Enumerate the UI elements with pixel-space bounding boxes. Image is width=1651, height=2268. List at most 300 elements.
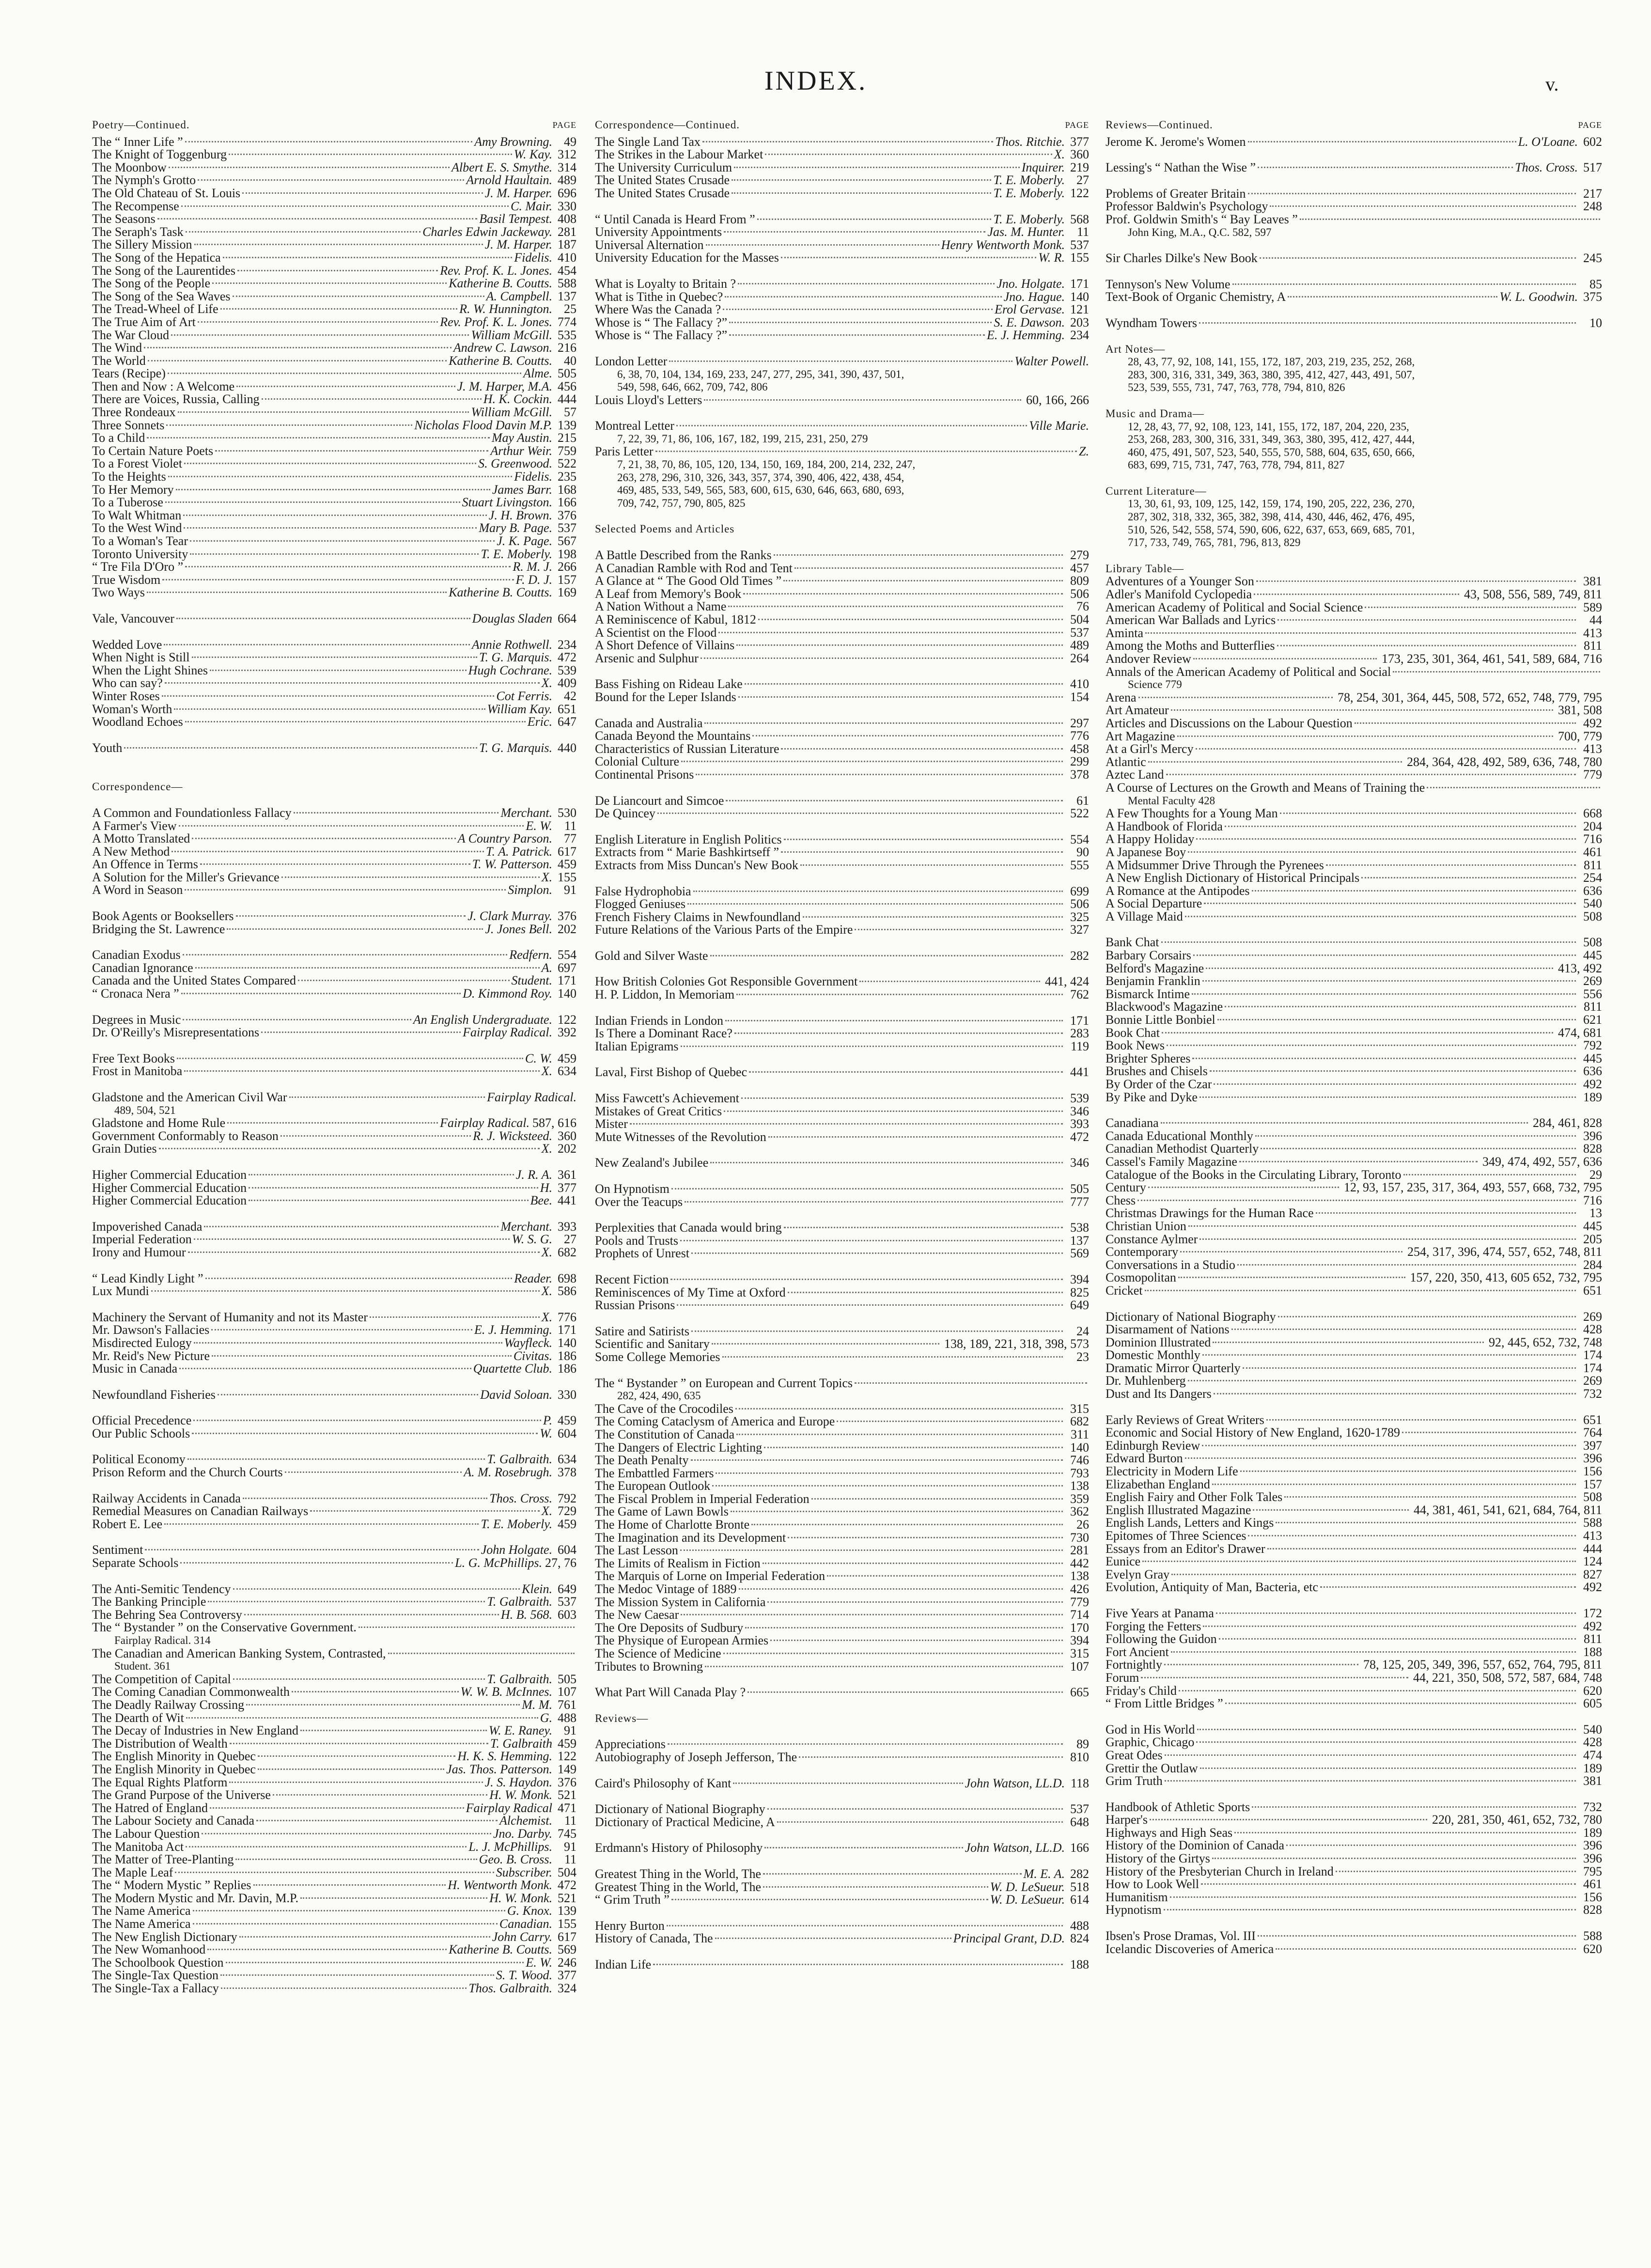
- dot-leader: [757, 219, 992, 220]
- dot-leader: [1232, 283, 1576, 285]
- dot-leader: [1234, 1832, 1576, 1833]
- entry-page: 811: [1583, 1632, 1602, 1646]
- column-header: [595, 119, 1089, 132]
- entry-page: 269: [1583, 1374, 1602, 1388]
- spacer: [1106, 1788, 1602, 1801]
- page-column-label: PAGE: [1065, 120, 1089, 130]
- entry-title: To a Woman's Tear: [92, 535, 188, 548]
- dot-leader: [1166, 774, 1576, 775]
- entry-page: 362: [1070, 1504, 1089, 1519]
- entry-page: 377: [558, 1180, 576, 1195]
- entry-page: 461: [1583, 1877, 1602, 1892]
- index-entry: [92, 1505, 576, 1518]
- entry-title: The Recompense: [92, 200, 179, 213]
- entry-page: 376: [558, 1775, 576, 1789]
- dot-leader: [691, 1459, 1063, 1461]
- section-heading: Current Literature—: [1106, 485, 1207, 497]
- dot-leader: [1141, 1677, 1408, 1678]
- spacer: [92, 1479, 576, 1492]
- entry-title: Arena: [1106, 691, 1137, 704]
- entry-page: 621: [1583, 1013, 1602, 1027]
- spacer: [595, 1053, 1089, 1066]
- index-entry: [92, 548, 576, 561]
- dot-leader: [783, 580, 1063, 581]
- spacer: [92, 1401, 576, 1414]
- entry-title: The Old Chateau of St. Louis: [92, 187, 241, 200]
- dot-leader: [220, 308, 457, 310]
- index-entry: [92, 974, 576, 987]
- index-entry: [92, 251, 576, 265]
- entry-page: 219: [1070, 160, 1089, 174]
- dot-leader: [681, 1046, 1063, 1047]
- dot-leader: [236, 386, 455, 387]
- dot-leader: [165, 501, 460, 503]
- index-entry: [1106, 1491, 1602, 1504]
- index-continuation: 13, 30, 61, 93, 109, 125, 142, 159, 174, 190, 205, 222, 236, 270,: [1128, 498, 1415, 510]
- dot-leader: [185, 721, 526, 722]
- entry-title: Who can say?: [92, 677, 163, 690]
- entry-page: 568: [1070, 212, 1089, 226]
- entry-title: Montreal Letter: [595, 420, 674, 433]
- index-entry: [92, 200, 576, 213]
- entry-page: 170: [1070, 1620, 1089, 1635]
- index-entry: [92, 845, 576, 859]
- entry-author: E. J. Hemming.: [986, 328, 1065, 343]
- entry-title: Tributes to Browning: [595, 1660, 703, 1674]
- dot-leader: [186, 1717, 538, 1719]
- entry-author: A.: [541, 960, 552, 975]
- entry-title: The Song of the Sea Waves: [92, 290, 231, 303]
- entry-page: 604: [558, 1543, 576, 1557]
- index-entry: [92, 1737, 576, 1751]
- index-entry: [595, 859, 1089, 872]
- index-entry: [92, 1311, 576, 1324]
- entry-page: 311: [1070, 1427, 1089, 1441]
- entry-author: T. Galbraith.: [487, 1452, 552, 1467]
- entry-title: Continental Prisons: [595, 768, 694, 782]
- entry-author: M. E. A.: [1023, 1866, 1065, 1881]
- entry-page: 254: [1583, 871, 1602, 885]
- entry-author: X.: [541, 676, 552, 690]
- entry-page: 408: [558, 212, 576, 226]
- dot-leader: [192, 1433, 538, 1434]
- dot-leader: [718, 632, 1063, 633]
- entry-page: 11: [564, 818, 576, 833]
- index-continuation: 489, 504, 521: [114, 1104, 176, 1116]
- entry-title: Separate Schools: [92, 1557, 179, 1570]
- dot-leader: [768, 1136, 1063, 1138]
- index-continuation: Science 779: [1128, 678, 1182, 691]
- entry-title: The New Caesar: [595, 1609, 679, 1622]
- entry-page: 314: [558, 160, 576, 174]
- dot-leader: [1256, 580, 1576, 582]
- index-entry: [595, 213, 1089, 226]
- entry-title: A Canadian Ramble with Rod and Tent: [595, 562, 793, 575]
- spacer: [92, 1259, 576, 1272]
- dot-leader: [803, 916, 1063, 918]
- index-entry: [595, 1066, 1089, 1079]
- spacer: [92, 1531, 576, 1544]
- dot-leader: [1165, 1754, 1576, 1756]
- entry-page: 828: [1583, 1903, 1602, 1917]
- dot-leader: [710, 1162, 1063, 1163]
- dot-leader: [147, 592, 447, 593]
- index-entry: [92, 329, 576, 342]
- index-entry: [595, 226, 1089, 239]
- entry-title: Two Ways: [92, 586, 145, 599]
- dot-leader: [748, 1691, 1063, 1693]
- dot-leader: [200, 863, 470, 865]
- entry-page: 471: [558, 1800, 576, 1815]
- index-entry: [595, 691, 1089, 704]
- dot-leader: [1196, 748, 1576, 750]
- index-entry: [92, 1065, 576, 1078]
- dot-leader: [1161, 941, 1576, 943]
- entry-author: John Holgate.: [481, 1543, 552, 1557]
- dot-leader: [1365, 607, 1576, 608]
- index-entry: [1106, 820, 1602, 833]
- entry-author: X.: [541, 870, 552, 884]
- index-entry: [595, 1428, 1089, 1441]
- index-continuation: 282, 424, 490, 635: [617, 1390, 701, 1402]
- index-entry: [1106, 1194, 1602, 1207]
- entry-author: W. E. Raney.: [488, 1723, 552, 1738]
- entry-page: 173, 235, 301, 364, 461, 541, 589, 684, 716: [1382, 652, 1602, 666]
- index-entry: [1106, 1943, 1602, 1956]
- entry-title: “ Tre Fila D'Oro ”: [92, 561, 184, 574]
- dot-leader: [1188, 851, 1576, 853]
- index-entry: [92, 509, 576, 522]
- index-entry: [92, 1052, 576, 1065]
- dot-leader: [667, 1925, 1063, 1926]
- dot-leader: [233, 1588, 520, 1590]
- entry-title: To a Child: [92, 432, 145, 445]
- dot-leader: [655, 451, 1077, 452]
- dot-leader: [227, 928, 483, 930]
- dot-leader: [244, 1614, 499, 1615]
- dot-leader: [211, 1329, 472, 1330]
- spacer: [595, 1001, 1089, 1015]
- entry-title: Graphic, Chicago: [1106, 1736, 1195, 1749]
- index-entry: [92, 1233, 576, 1246]
- entry-title: London Letter: [595, 355, 668, 368]
- spacer: [1106, 330, 1602, 343]
- entry-title: There are Voices, Russia, Calling: [92, 393, 260, 407]
- index-entry: [1106, 1568, 1602, 1581]
- index-entry: [595, 911, 1089, 924]
- entry-title: A Japanese Boy: [1106, 845, 1186, 859]
- index-entry: [1106, 807, 1602, 820]
- entry-title: Greatest Thing in the World, The: [595, 1867, 762, 1881]
- entry-title: American Academy of Political and Social Science: [1106, 601, 1363, 614]
- entry-author: Jno. Holgate.: [997, 276, 1065, 291]
- index-entry: [595, 1131, 1089, 1144]
- entry-title: Free Text Books: [92, 1052, 175, 1065]
- entry-author: T. A. Patrick.: [486, 844, 552, 859]
- entry-page: 269: [1583, 974, 1602, 988]
- entry-title: Over the Teacups: [595, 1195, 683, 1209]
- index-entry: [1106, 1672, 1602, 1685]
- entry-title: The Labour Question: [92, 1827, 200, 1841]
- entry-page: 682: [558, 1245, 576, 1259]
- entry-page: 188: [1070, 1957, 1089, 1971]
- dot-leader: [767, 1601, 1063, 1603]
- entry-author: W. S. G.: [512, 1232, 552, 1247]
- entry-page: 617: [558, 1929, 576, 1944]
- dot-leader: [1138, 697, 1333, 698]
- dot-leader: [781, 851, 1063, 853]
- entry-page: 535: [558, 328, 576, 342]
- entry-title: On Hypnotism: [595, 1183, 670, 1196]
- entry-title: The Constitution of Canada: [595, 1428, 735, 1441]
- dot-leader: [1202, 1354, 1576, 1356]
- dot-leader: [696, 774, 1063, 775]
- entry-title: Scientific and Sanitary: [595, 1338, 710, 1351]
- dot-leader: [208, 1601, 485, 1602]
- spacer: [92, 1298, 576, 1311]
- index-entry: [595, 1622, 1089, 1635]
- index-entry: [1106, 885, 1602, 898]
- index-entry: [92, 1285, 576, 1298]
- dot-leader: [1199, 1238, 1576, 1240]
- entry-page: 537: [558, 1595, 576, 1609]
- index-entry: [1106, 1891, 1602, 1904]
- entry-page: 168: [558, 482, 576, 497]
- dot-leader: [1403, 1174, 1576, 1175]
- entry-author: Klein.: [522, 1581, 552, 1596]
- dot-leader: [212, 1355, 512, 1357]
- entry-title: New Zealand's Jubilee: [595, 1157, 709, 1170]
- entry-title: The University Curriculum: [595, 161, 732, 174]
- dot-leader: [198, 321, 438, 323]
- entry-page: 508: [1583, 935, 1602, 950]
- column-header-label: Reviews—Continued.: [1106, 119, 1213, 131]
- entry-title: The Modern Mystic and Mr. Davin, M.P.: [92, 1892, 299, 1905]
- entry-page: 716: [1583, 1193, 1602, 1207]
- index-entry: [595, 1842, 1089, 1855]
- index-entry: [595, 1092, 1089, 1105]
- dot-leader: [1164, 1909, 1576, 1910]
- index-entry: [595, 445, 1089, 458]
- dot-leader: [859, 981, 1040, 982]
- entry-title: Government Conformably to Reason: [92, 1129, 279, 1143]
- entry-page: 138: [1070, 1479, 1089, 1493]
- index-continuation: 717, 733, 749, 765, 781, 796, 813, 829: [1128, 536, 1301, 549]
- dot-leader: [159, 1148, 540, 1149]
- entry-author: Mary B. Page.: [479, 521, 552, 535]
- entry-author: J. R. A.: [515, 1167, 552, 1182]
- entry-page: 235: [558, 469, 576, 484]
- entry-author: Subscriber.: [496, 1865, 552, 1879]
- dot-leader: [1280, 813, 1576, 814]
- entry-title: When Night is Still: [92, 651, 190, 664]
- entry-title: Toronto University: [92, 547, 188, 561]
- entry-page: 92, 445, 652, 732, 748: [1489, 1335, 1602, 1349]
- index-entry: [1106, 1117, 1602, 1130]
- entry-title: A Midsummer Drive Through the Pyrenees: [1106, 859, 1324, 872]
- entry-title: A Scientist on the Flood: [595, 626, 717, 640]
- spacer: [595, 1260, 1089, 1273]
- entry-title: The Tread-Wheel of Life: [92, 303, 218, 316]
- index-entry: [1106, 859, 1602, 872]
- dot-leader: [745, 683, 1063, 685]
- entry-page: 254, 317, 396, 474, 557, 652, 748, 811: [1407, 1245, 1602, 1259]
- dot-leader: [204, 1226, 498, 1227]
- entry-title: The United States Crusade: [595, 187, 730, 200]
- entry-page: 396: [1583, 1451, 1602, 1466]
- entry-page: 474: [1583, 1748, 1602, 1762]
- index-entry: [1106, 1775, 1602, 1788]
- dot-leader: [162, 579, 514, 580]
- entry-author: Quartette Club.: [473, 1361, 552, 1376]
- dot-leader: [1214, 1083, 1576, 1085]
- index-entry: [1106, 1827, 1602, 1840]
- entry-page: 281: [1070, 1543, 1089, 1558]
- entry-title: The Song of the Hepatica: [92, 251, 221, 265]
- entry-title: Music in Canada: [92, 1362, 178, 1376]
- entry-title: Lessing's “ Nathan the Wise ”: [1106, 161, 1256, 174]
- entry-title: The “ Bystander ” on European and Current Topics: [595, 1376, 853, 1390]
- dot-leader: [712, 1343, 939, 1345]
- dot-leader: [794, 567, 1063, 569]
- entry-author: T. W. Patterson.: [472, 857, 552, 872]
- dot-leader: [1225, 1006, 1576, 1007]
- index-entry: [92, 1014, 576, 1027]
- dot-leader: [233, 1678, 485, 1680]
- entry-title: Chess: [1106, 1194, 1136, 1207]
- entry-title: How British Colonies Got Responsible Government: [595, 975, 858, 989]
- dot-leader: [229, 154, 512, 155]
- entry-author: Katherine B. Coutts.: [449, 1942, 552, 1957]
- entry-title: Dust and Its Dangers: [1106, 1388, 1212, 1401]
- dot-leader: [1137, 1200, 1576, 1201]
- spacer: [595, 1945, 1089, 1958]
- dot-leader: [1248, 141, 1516, 142]
- entry-page: 620: [1583, 1683, 1602, 1698]
- dot-leader: [1202, 980, 1576, 982]
- entry-author: T. E. Moberly.: [993, 212, 1065, 226]
- dot-leader: [171, 851, 484, 852]
- entry-title: Belford's Magazine: [1106, 962, 1204, 975]
- entry-title: The Limits of Realism in Fiction: [595, 1557, 761, 1570]
- entry-author: W. Kay.: [514, 147, 552, 162]
- entry-page: 378: [1070, 767, 1089, 782]
- entry-title: Grettir the Outlaw: [1106, 1762, 1198, 1775]
- entry-page: 189: [1583, 1761, 1602, 1775]
- index-entry: [595, 1235, 1089, 1248]
- section-heading: Music and Drama—: [1106, 407, 1204, 420]
- entry-page: 169: [558, 585, 576, 600]
- entry-page: 810: [1070, 1750, 1089, 1764]
- index-entry: [595, 562, 1089, 575]
- entry-title: Great Odes: [1106, 1749, 1163, 1762]
- index-entry: [92, 949, 576, 962]
- dot-leader: [1171, 709, 1553, 711]
- spacer: [595, 1699, 1089, 1712]
- entry-author: Albert E. S. Smythe.: [452, 160, 552, 174]
- entry-author: Merchant.: [500, 805, 552, 820]
- entry-title: English Fairy and Other Folk Tales: [1106, 1491, 1283, 1504]
- spacer: [595, 782, 1089, 795]
- dot-leader: [855, 929, 1063, 930]
- entry-page: 315: [1070, 1401, 1089, 1416]
- index-entry: [92, 1621, 576, 1634]
- dot-leader: [202, 1833, 491, 1834]
- entry-page: 376: [558, 909, 576, 923]
- index-entry: [595, 1480, 1089, 1493]
- entry-page: 40: [564, 353, 576, 368]
- index-entry: [1106, 1555, 1602, 1568]
- index-entry: [92, 1892, 576, 1905]
- entry-page: 119: [1070, 1039, 1089, 1053]
- index-entry: [595, 923, 1089, 937]
- index-entry: [92, 406, 576, 419]
- index-entry: [1106, 846, 1602, 859]
- entry-page: 746: [1070, 1453, 1089, 1468]
- dot-leader: [734, 1032, 1063, 1034]
- spacer: [595, 704, 1089, 717]
- index-entry: [92, 290, 576, 303]
- entry-title: Epitomes of Three Sciences: [1106, 1530, 1246, 1543]
- index-entry: [1106, 1065, 1602, 1078]
- entry-page: 171: [558, 973, 576, 988]
- page-title: INDEX.: [764, 66, 868, 96]
- entry-page: 392: [558, 1025, 576, 1040]
- entry-title: Mr. Dawson's Fallacies: [92, 1324, 210, 1337]
- index-entry: [1106, 291, 1602, 304]
- entry-page: 107: [1070, 1659, 1089, 1674]
- index-continuation: 7, 21, 38, 70, 86, 105, 120, 134, 150, 169, 184, 200, 214, 232, 247,: [617, 458, 916, 471]
- index-entry: [1106, 1130, 1602, 1143]
- entry-title: The Marquis of Lorne on Imperial Federation: [595, 1570, 826, 1583]
- entry-title: Following the Guidon: [1106, 1633, 1217, 1646]
- dot-leader: [358, 1627, 575, 1628]
- index-entry: [595, 355, 1089, 368]
- dot-leader: [1201, 1883, 1576, 1885]
- entry-page: 27: [1076, 173, 1089, 188]
- entry-title: The Song of the People: [92, 277, 211, 290]
- index-entry: [1106, 949, 1602, 962]
- spacer: [1106, 1710, 1602, 1723]
- entry-title: English Literature in English Politics: [595, 833, 782, 846]
- entry-author: Jno. Hague.: [1003, 289, 1065, 304]
- index-entry: [595, 1932, 1089, 1945]
- index-entry: [595, 1493, 1089, 1506]
- entry-page: 413: [1583, 626, 1602, 640]
- entry-title: A Happy Holiday: [1106, 833, 1195, 846]
- dot-leader: [691, 1252, 1063, 1254]
- spacer: [1106, 304, 1602, 317]
- entry-author: Alchemist.: [499, 1814, 552, 1828]
- spacer: [595, 342, 1089, 355]
- entry-title: Mute Witnesses of the Revolution: [595, 1130, 766, 1144]
- entry-title: Aminta: [1106, 626, 1143, 640]
- entry-author: Thos. Ritchie.: [995, 134, 1065, 149]
- dot-leader: [194, 1342, 502, 1344]
- dot-leader: [687, 903, 1063, 905]
- index-entry: [92, 871, 576, 884]
- entry-title: Harper's: [1106, 1814, 1148, 1827]
- dot-leader: [147, 437, 489, 438]
- entry-page: 27: [564, 1232, 576, 1247]
- entry-title: Misdirected Eulogy: [92, 1336, 192, 1350]
- dot-leader: [1361, 877, 1576, 878]
- index-entry: [1106, 627, 1602, 640]
- entry-page: 649: [1070, 1298, 1089, 1313]
- entry-title: Eunice: [1106, 1555, 1141, 1568]
- entry-page: 762: [1070, 987, 1089, 1002]
- entry-page: 508: [1583, 1490, 1602, 1504]
